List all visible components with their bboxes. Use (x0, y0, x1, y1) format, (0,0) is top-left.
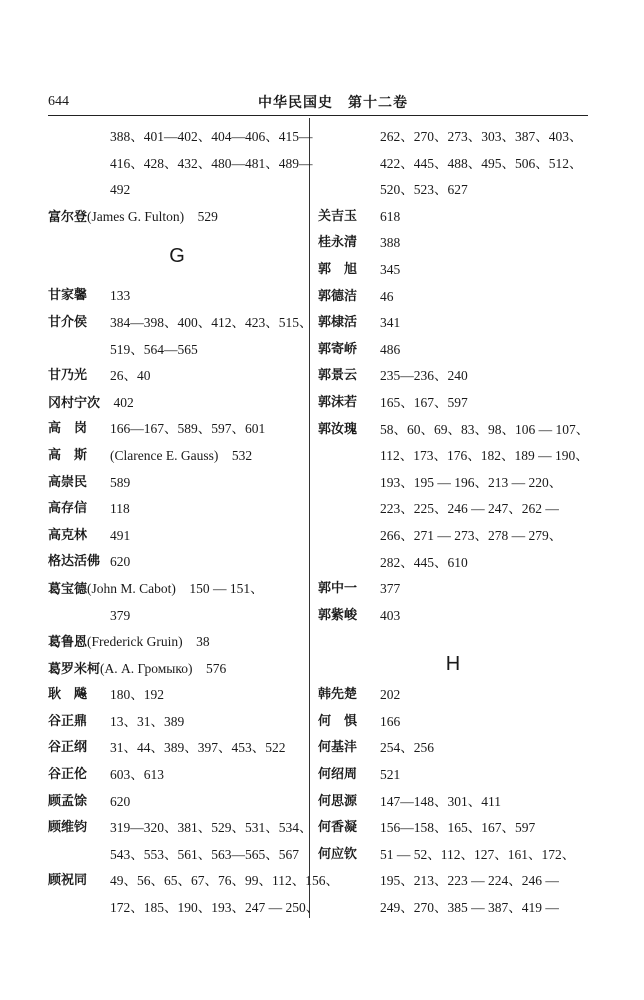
index-entry (318, 762, 588, 789)
entry-pages: 166—167、589、597、601 (110, 421, 266, 437)
entry-pages: 133 (110, 288, 131, 304)
entry-name: 耿 飚 (48, 687, 88, 703)
index-entry (48, 416, 306, 443)
entry-pages: 118 (110, 501, 130, 517)
entry-name: 桂永清 (318, 235, 358, 251)
entry-pages: 620 (110, 554, 131, 570)
section-letter: G (169, 245, 185, 268)
continuation-line (318, 550, 588, 577)
entry-line (48, 629, 210, 657)
entry-name: 葛罗米柯 (48, 661, 101, 677)
continuation-line (48, 842, 306, 869)
index-entry (48, 310, 313, 337)
entry-pages: 422、445、488、495、506、512、 (380, 155, 583, 171)
entry-name: 葛宝德 (48, 581, 88, 597)
entry-pages: 235—236、240 (380, 368, 468, 384)
entry-pages: 416、428、432、480—481、489— (110, 155, 313, 171)
entry-pages: 266、271 — 273、278 — 279、 (380, 527, 563, 543)
entry-pages: (James G. Fulton) 529 (87, 208, 218, 224)
continuation-line (48, 895, 320, 922)
section-letter: H (445, 653, 461, 676)
entry-name: 顾维钧 (48, 820, 88, 836)
entry-name: 谷正鼎 (48, 713, 88, 729)
column-divider (309, 118, 310, 918)
index-entry (318, 417, 588, 444)
entry-pages: 521 (380, 767, 401, 783)
running-title: 中华民国史 第十二卷 (258, 95, 408, 111)
entry-pages: 49、56、65、67、76、99、112、156、 (110, 873, 339, 889)
index-entry (318, 284, 588, 311)
entry-name: 郭沫若 (318, 394, 358, 410)
entry-pages: 341 (380, 315, 401, 331)
entry-name: 关吉玉 (318, 208, 358, 224)
entry-pages: 202 (380, 687, 401, 703)
right-column (318, 124, 588, 922)
entry-name: 郭 旭 (318, 261, 358, 277)
entry-pages: 388 (380, 235, 401, 251)
entry-name: 高 岗 (48, 421, 88, 437)
entry-pages: 180、192 (110, 687, 164, 703)
entry-pages: 491 (110, 527, 131, 543)
entry-pages: (John M. Cabot) 150 — 151、 (87, 580, 264, 596)
continuation-line (318, 443, 588, 470)
entry-name: 冈村宁次 (48, 395, 101, 411)
entry-name: 顾孟馀 (48, 793, 88, 809)
entry-pages: 620 (110, 793, 131, 809)
entry-pages: 46 (380, 288, 394, 304)
entry-name: 葛鲁恩 (48, 635, 88, 651)
entry-pages: 165、167、597 (380, 394, 468, 410)
entry-pages: 282、445、610 (380, 554, 468, 570)
index-entry (48, 656, 306, 683)
index-entry (48, 682, 306, 709)
entry-pages: 249、270、385 — 387、419 — (380, 900, 559, 916)
entry-pages: 262、270、273、303、387、403、 (380, 129, 583, 144)
index-entry (48, 496, 306, 523)
entry-pages: 156—158、165、167、597 (380, 820, 536, 836)
page-number: 644 (48, 94, 69, 109)
index-entry (48, 470, 306, 497)
index-entry (318, 310, 588, 337)
entry-name: 韩先楚 (318, 687, 358, 703)
continuation-line (318, 124, 588, 151)
entry-name: 顾祝同 (48, 873, 88, 889)
entry-pages: 147—148、301、411 (380, 793, 501, 809)
entry-pages: 520、523、627 (380, 182, 468, 198)
entry-pages: 319—320、381、529、531、534、 (110, 820, 313, 836)
entry-pages: 402 (100, 394, 134, 410)
entry-pages: 603、613 (110, 767, 164, 783)
entry-line (48, 390, 134, 418)
entry-pages: 403 (380, 607, 401, 623)
entry-pages: (А. А. Громыко) 576 (100, 660, 227, 676)
entry-pages: 519、564—565 (110, 341, 198, 357)
index-entry (318, 603, 588, 630)
continuation-line (318, 895, 588, 922)
entry-pages: 492 (110, 182, 131, 198)
entry-pages: 543、553、561、563—565、567 (110, 846, 299, 862)
entry-pages: 51 — 52、112、127、161、172、 (380, 846, 576, 862)
entry-pages: 618 (380, 208, 401, 224)
continuation-line (48, 603, 306, 630)
entry-pages: 195、213、223 — 224、246 — (380, 873, 559, 889)
entry-pages: 254、256 (380, 740, 434, 756)
index-entry (48, 204, 306, 231)
entry-pages: 58、60、69、83、98、106 — 107、 (380, 421, 590, 437)
index-entry (318, 390, 588, 417)
entry-pages: (Clarence E. Gauss) 532 (110, 447, 253, 463)
entry-pages: 31、44、389、397、453、522 (110, 740, 286, 756)
entry-name: 格达活佛 (48, 554, 101, 570)
continuation-line (48, 124, 313, 151)
index-entry (318, 337, 588, 364)
continuation-line (48, 151, 313, 178)
entry-name: 何香凝 (318, 820, 358, 836)
page-header (48, 92, 588, 114)
index-entry (318, 363, 588, 390)
entry-name: 何绍周 (318, 767, 358, 783)
index-entry (48, 523, 306, 550)
entry-pages: 345 (380, 261, 401, 277)
entry-name: 郭德洁 (318, 288, 358, 304)
entry-pages: 26、40 (110, 368, 151, 384)
continuation-line (318, 177, 588, 204)
index-entry (48, 762, 306, 789)
entry-name: 何 惧 (318, 713, 358, 729)
entry-name: 谷正纲 (48, 740, 88, 756)
entry-name: 郭汝瑰 (318, 421, 358, 437)
index-entry (48, 549, 306, 576)
entry-pages: 379 (110, 607, 131, 623)
index-entry (318, 789, 588, 816)
entry-line (48, 656, 226, 684)
entry-name: 郭寄峤 (318, 341, 358, 357)
entry-pages: 166 (380, 713, 401, 729)
entry-pages: 384—398、400、412、423、515、 (110, 314, 313, 330)
index-entry (48, 735, 306, 762)
entry-pages: 388、401—402、404—406、415— (110, 129, 313, 144)
continuation-line (318, 151, 588, 178)
entry-name: 高崇民 (48, 474, 88, 490)
entry-pages: 172、185、190、193、247 — 250、 (110, 900, 320, 916)
index-entry (318, 735, 588, 762)
entry-name: 郭中一 (318, 581, 358, 597)
index-entry (318, 682, 588, 709)
entry-name: 何应钦 (318, 846, 358, 862)
continuation-line (318, 470, 588, 497)
index-entry (48, 709, 306, 736)
entry-pages: 486 (380, 341, 401, 357)
entry-pages: 223、225、246 — 247、262 — (380, 501, 559, 517)
entry-name: 高存信 (48, 501, 88, 517)
entry-name: 郭景云 (318, 368, 358, 384)
entry-name: 甘乃光 (48, 368, 88, 384)
entry-name: 高 斯 (48, 447, 88, 463)
entry-name: 甘家馨 (48, 288, 88, 304)
entry-name: 甘介侯 (48, 314, 88, 330)
continuation-line (48, 337, 306, 364)
entry-pages: 589 (110, 474, 131, 490)
continuation-line (318, 868, 588, 895)
index-entry (318, 576, 588, 603)
entry-line (48, 576, 264, 604)
entry-pages: 377 (380, 581, 401, 597)
continuation-line (318, 523, 588, 550)
index-entry (48, 815, 313, 842)
index-entry (48, 629, 306, 656)
entry-name: 谷正伦 (48, 767, 88, 783)
index-entry (48, 363, 306, 390)
index-entry (318, 815, 588, 842)
entry-pages: 193、195 — 196、213 — 220、 (380, 474, 563, 490)
index-entry (48, 576, 306, 603)
index-entry (48, 789, 306, 816)
index-entry (48, 443, 306, 470)
index-entry (318, 842, 588, 869)
index-entry (318, 709, 588, 736)
entry-name: 郭棣活 (318, 315, 358, 331)
index-entry (48, 868, 339, 895)
index-entry (48, 283, 306, 310)
entry-pages: 112、173、176、182、189 — 190、 (380, 448, 589, 464)
header-rule (48, 115, 588, 116)
index-entry (318, 204, 588, 231)
index-entry (318, 257, 588, 284)
entry-name: 何基沣 (318, 740, 358, 756)
entry-name: 富尔登 (48, 209, 88, 225)
entry-name: 郭紫峻 (318, 607, 358, 623)
entry-name: 何思源 (318, 793, 358, 809)
continuation-line (318, 496, 588, 523)
index-entry (48, 390, 306, 417)
entry-line (48, 204, 218, 232)
index-entry (318, 230, 588, 257)
continuation-line (48, 177, 306, 204)
entry-pages: 13、31、389 (110, 713, 185, 729)
entry-name: 高克林 (48, 527, 88, 543)
entry-pages: (Frederick Gruin) 38 (87, 634, 210, 650)
